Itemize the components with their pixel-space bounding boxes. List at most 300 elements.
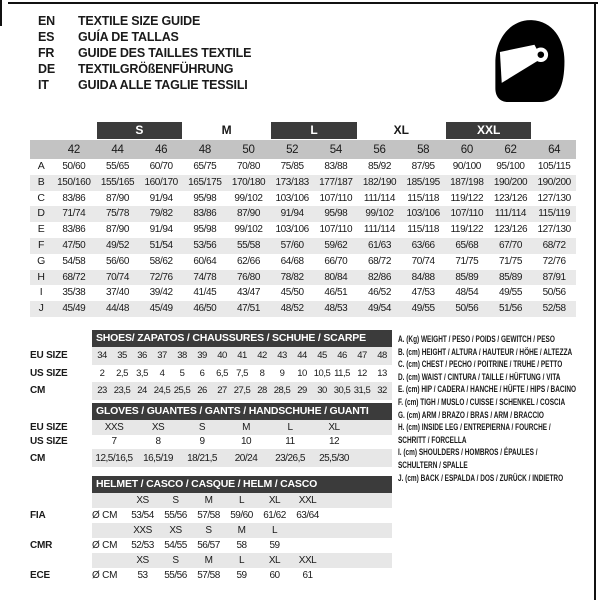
size-value: M	[242, 421, 250, 433]
size-value: 37	[157, 350, 167, 362]
language-row	[38, 61, 251, 77]
measurement-value: 127/130	[537, 192, 571, 204]
language-code: FR	[38, 46, 55, 60]
size-group-label: M	[221, 123, 232, 137]
helmet-size-value: 56/57	[197, 540, 220, 551]
language-title: TEXTILGRÖßENFÜHRUNG	[78, 62, 234, 76]
legend-line: E. (cm) HIP / CADERA / HANCHE / HÜFTE / HIPS / BACINO	[398, 384, 577, 396]
size-value: 8	[259, 367, 265, 379]
measurement-value: 37/40	[105, 287, 129, 299]
helmet-size-value: 53	[137, 570, 148, 581]
helmet-size-label: M	[237, 525, 246, 536]
subtable-title: HELMET / CASCO / CASQUE / HELM / CASCO	[92, 476, 392, 493]
measurement-row	[30, 254, 576, 270]
helmet-sizes-row	[30, 493, 392, 508]
border-right	[594, 2, 596, 600]
measurement-value: 83/86	[62, 192, 86, 204]
measurement-value: 99/102	[365, 208, 394, 220]
measurement-value: 75/78	[105, 208, 129, 220]
measurement-value: 45/50	[280, 287, 304, 299]
measurement-value: 87/90	[236, 208, 260, 220]
measurement-value: 123/126	[493, 224, 528, 236]
size-value: 2,5	[116, 367, 128, 379]
measurement-value: 87/95	[411, 161, 435, 172]
size-value: 40	[217, 350, 227, 362]
helmet-values-row	[30, 538, 392, 553]
measurement-value: 71/75	[498, 255, 522, 267]
measurement-value: 70/74	[105, 271, 129, 283]
size-value: 25,5	[173, 385, 191, 397]
measurement-value: 72/76	[542, 255, 566, 267]
measurement-value: 51/54	[149, 239, 173, 251]
language-code: ES	[38, 30, 55, 44]
row-cells	[92, 449, 392, 467]
measurement-value: 39/42	[149, 287, 173, 299]
legend-line: F. (cm) TIGH / MUSLO / CUISSE / SCHENKEL / COSCIA	[398, 396, 566, 408]
size-value: 12	[357, 367, 367, 379]
size-value: 27,5	[233, 385, 251, 397]
row-cells	[92, 523, 392, 538]
measurement-value: 85/89	[498, 271, 522, 283]
measurement-value: 119/122	[450, 192, 484, 204]
row-cells	[92, 493, 392, 508]
legend-item	[398, 384, 595, 397]
measurement-value: 48/54	[455, 287, 479, 299]
measurement-value: 85/92	[367, 161, 391, 172]
measurement-value: 123/126	[493, 192, 528, 204]
helmet-size-label: XL	[268, 495, 281, 506]
size-value: 28,5	[273, 385, 291, 397]
measurement-value: 190/200	[537, 176, 571, 188]
size-value: 23,5	[113, 385, 131, 397]
size-value: 45	[317, 350, 327, 362]
numeric-size-label: 60	[460, 143, 473, 156]
measurement-value: 78/82	[280, 271, 304, 283]
measurement-row	[30, 301, 576, 317]
measurement-value: 91/94	[149, 192, 173, 204]
size-value: 47	[357, 350, 367, 362]
legend-line: J. (cm) BACK / ESPALDA / DOS / ZURÜCK / INDIETRO	[398, 472, 564, 484]
measurement-value: 70/80	[236, 161, 260, 172]
subtable-row	[30, 347, 392, 365]
size-value: 39	[197, 350, 207, 362]
measurement-value: 87/90	[105, 224, 129, 236]
measurement-value: 72/76	[149, 271, 173, 283]
helmet-size-value: 61/62	[263, 510, 286, 521]
numeric-size-label: 50	[242, 143, 255, 156]
size-value: 32	[377, 385, 387, 397]
size-value: 41	[237, 350, 247, 362]
measurement-value: 68/72	[542, 239, 566, 251]
helmet-size-label: XS	[136, 555, 149, 566]
size-value: 34	[97, 350, 107, 362]
measurement-value: 52/58	[542, 303, 566, 315]
row-label: US SIZE	[30, 436, 68, 448]
size-value: 18/21,5	[187, 452, 217, 464]
measurement-value: 85/89	[455, 271, 479, 283]
size-value: 29	[297, 385, 307, 397]
legend-line: SCHULTERN / SPALLE	[398, 459, 468, 471]
helmet-size-value: 55/56	[164, 510, 187, 521]
helmet-size-label: M	[204, 495, 213, 506]
measurement-letter: D	[37, 207, 45, 220]
language-row	[38, 45, 251, 61]
language-list	[38, 13, 251, 93]
size-value: L	[287, 421, 293, 433]
measurement-value: 75/85	[280, 161, 304, 172]
measurement-row	[30, 175, 576, 191]
size-value: 23/26,5	[275, 452, 305, 464]
measurement-value: 87/90	[105, 192, 129, 204]
border-left-tick	[0, 0, 2, 26]
helmet-sizes-row	[30, 523, 392, 538]
racing-helmet-icon	[489, 17, 569, 107]
size-value: 3,5	[136, 367, 148, 379]
measurement-value: 48/52	[280, 303, 304, 315]
helmet-size-label: M	[204, 555, 213, 566]
measurement-value: 45/49	[62, 303, 86, 315]
size-value: 12,5/16,5	[95, 452, 133, 464]
measurement-value: 103/106	[406, 208, 440, 220]
helmet-size-label: S	[172, 495, 179, 506]
row-cells	[92, 435, 392, 450]
size-group-label: XXL	[446, 122, 531, 139]
measurement-value: 90/100	[452, 161, 481, 172]
subtable-row	[30, 382, 392, 400]
helmet-size-value: 59	[236, 570, 247, 581]
measurement-letter: H	[37, 270, 45, 283]
measurement-row	[30, 270, 576, 286]
legend-line: I. (cm) SHOULDERS / HOMBROS / ÉPAULES /	[398, 447, 538, 459]
size-value: 11,5	[334, 367, 350, 379]
measurement-value: 160/170	[144, 176, 178, 188]
measurement-value: 105/115	[537, 161, 571, 172]
measurement-value: 59/62	[324, 239, 348, 251]
row-cells	[92, 420, 392, 435]
measurement-letter: E	[37, 223, 45, 236]
size-value: 11	[285, 436, 295, 448]
size-group-label: XL	[393, 123, 409, 137]
measurement-letter: J	[38, 302, 44, 315]
measurement-value: 57/60	[280, 239, 304, 251]
measurement-value: 150/160	[57, 176, 91, 188]
row-cells	[92, 382, 392, 400]
measurement-value: 44/48	[105, 303, 129, 315]
standard-label: ECE	[30, 570, 50, 581]
measurement-value: 83/86	[193, 208, 217, 220]
legend-line: A. (Kg) WEIGHT / PESO / POIDS / GEWITCH / PESO	[398, 334, 555, 345]
measurement-value: 79/82	[149, 208, 173, 220]
measurement-value: 91/94	[149, 224, 173, 236]
measurement-row	[30, 222, 576, 238]
helmet-size-value: 52/53	[131, 540, 154, 551]
measurement-value: 165/175	[188, 176, 222, 188]
measurement-value: 170/180	[231, 176, 266, 188]
measurement-value: 49/55	[498, 287, 522, 299]
row-label-empty	[30, 553, 92, 568]
measurement-row	[30, 238, 576, 254]
measurement-value: 46/52	[367, 287, 391, 299]
row-cells	[92, 347, 392, 365]
measurement-value: 115/119	[538, 208, 571, 220]
row-cells	[92, 553, 392, 568]
legend-item	[398, 347, 595, 360]
measurement-legend	[398, 334, 595, 485]
measurement-value: 55/58	[236, 239, 260, 251]
size-value: 35	[117, 350, 127, 362]
size-value: 12	[328, 436, 340, 448]
measurement-value: 111/114	[494, 208, 527, 220]
size-value: 9	[279, 367, 285, 379]
legend-item	[398, 422, 595, 447]
size-value: 44	[297, 350, 307, 362]
numeric-size-label: 52	[286, 143, 299, 156]
language-code: DE	[38, 62, 55, 76]
size-value: XXS	[104, 421, 124, 433]
helmet-values-row	[30, 568, 392, 583]
size-value: 46	[337, 350, 347, 362]
size-value: 20/24	[234, 452, 258, 464]
size-value: 2	[99, 367, 105, 379]
border-top	[8, 2, 598, 4]
helmet-size-label: L	[238, 555, 245, 566]
size-value: 10	[297, 367, 307, 379]
measurement-value: 103/106	[275, 224, 309, 236]
helmet-size-value: 61	[302, 570, 313, 581]
size-value: 26	[197, 385, 207, 397]
measurement-value: 95/98	[324, 208, 348, 220]
numeric-size-label: 54	[329, 143, 342, 156]
measurement-value: 43/47	[236, 287, 260, 299]
size-value: 27	[217, 385, 227, 397]
measurement-value: 155/165	[100, 176, 135, 188]
standard-label: FIA	[30, 510, 46, 521]
measurement-value: 45/49	[149, 303, 173, 315]
row-label: US SIZE	[30, 367, 68, 379]
measurement-value: 80/84	[324, 271, 348, 283]
measurement-value: 182/190	[362, 176, 397, 188]
size-value: 30,5	[333, 385, 351, 397]
measurement-value: 46/51	[324, 287, 348, 299]
measurement-value: 49/52	[105, 239, 129, 251]
language-title: GUIDA ALLE TAGLIE TESSILI	[78, 78, 248, 92]
measurement-value: 103/106	[275, 192, 309, 204]
helmet-size-value: 59/60	[230, 510, 253, 521]
helmet-sizes-row	[30, 553, 392, 568]
language-code: IT	[38, 78, 49, 92]
measurement-value: 50/60	[62, 161, 86, 172]
row-cells	[92, 538, 392, 553]
size-value: 48	[377, 350, 387, 362]
numeric-size-label: 44	[111, 143, 124, 156]
size-group-label: S	[97, 122, 182, 139]
measurement-value: 49/55	[411, 303, 435, 315]
unit-label: Ø CM	[92, 570, 118, 581]
measurement-value: 47/53	[411, 287, 435, 299]
size-group-label: L	[271, 122, 356, 139]
measurement-value: 84/88	[411, 271, 435, 283]
language-title: GUIDE DES TAILLES TEXTILE	[78, 46, 252, 60]
language-row	[38, 13, 251, 29]
measurement-value: 107/110	[319, 192, 353, 204]
measurement-letter: G	[37, 254, 45, 267]
textile-size-table	[30, 121, 576, 317]
helmet-size-label: XXL	[298, 555, 317, 566]
measurement-letter: C	[37, 191, 45, 204]
measurement-value: 82/86	[367, 271, 391, 283]
measurement-letter: F	[37, 238, 44, 251]
helmet-size-value: 57/58	[197, 570, 220, 581]
measurement-value: 95/100	[496, 161, 525, 172]
standard-label: CMR	[30, 540, 53, 551]
size-value: 16,5/19	[143, 452, 173, 464]
measurement-value: 70/74	[411, 255, 435, 267]
size-value: 9	[199, 436, 205, 448]
measurement-value: 53/56	[193, 239, 217, 251]
measurement-value: 51/56	[498, 303, 522, 315]
measurement-value: 83/86	[62, 224, 86, 236]
row-label: EU SIZE	[30, 421, 68, 433]
measurement-value: 67/70	[498, 239, 522, 251]
size-value: 23	[97, 385, 107, 397]
measurement-row	[30, 206, 576, 222]
measurement-value: 115/118	[407, 192, 440, 204]
size-value: 38	[177, 350, 187, 362]
measurement-value: 62/66	[236, 255, 260, 267]
size-value: 8	[155, 436, 161, 448]
measurement-value: 65/75	[193, 161, 217, 172]
measurement-value: 60/64	[193, 255, 217, 267]
helmet-size-value: 59	[269, 540, 280, 551]
measurement-value: 68/72	[62, 271, 86, 283]
measurement-value: 127/130	[537, 224, 571, 236]
legend-line: G. (cm) ARM / BRAZO / BRAS / ARM / BRACCIO	[398, 409, 544, 421]
measurement-value: 47/51	[236, 303, 260, 315]
gloves-size-table	[30, 403, 392, 467]
measurement-value: 107/110	[450, 208, 484, 220]
helmet-size-label: XS	[169, 525, 182, 536]
measurement-value: 46/50	[193, 303, 217, 315]
measurement-value: 50/56	[455, 303, 479, 315]
helmet-size-label: L	[271, 525, 278, 536]
measurement-value: 95/98	[193, 224, 217, 236]
numeric-size-label: 42	[67, 143, 80, 156]
numeric-size-label: 56	[373, 143, 386, 156]
size-value: 4	[159, 367, 165, 379]
numeric-size-row	[30, 140, 576, 159]
numeric-size-label: 62	[504, 143, 517, 156]
measurement-value: 111/114	[363, 192, 396, 204]
size-value: XL	[328, 421, 340, 433]
helmet-size-value: 55/56	[164, 570, 187, 581]
helmet-size-table	[30, 476, 392, 583]
helmet-size-label: S	[205, 525, 212, 536]
measurement-value: 54/58	[62, 255, 86, 267]
size-value: 7	[111, 436, 117, 448]
measurement-value: 107/110	[319, 224, 353, 236]
helmet-size-value: 54/55	[164, 540, 187, 551]
subtable-title: GLOVES / GUANTES / GANTS / HANDSCHUHE / GUANTI	[92, 403, 392, 420]
row-label: CM	[30, 385, 46, 397]
numeric-size-label: 64	[548, 143, 561, 156]
measurement-value: 99/102	[234, 192, 263, 204]
measurement-value: 83/88	[324, 161, 348, 172]
helmet-size-label: L	[238, 495, 245, 506]
row-cells	[92, 568, 392, 583]
measurement-value: 58/62	[149, 255, 173, 267]
size-value: 6,5	[216, 367, 228, 379]
measurement-value: 173/183	[275, 176, 309, 188]
helmet-size-label: XS	[136, 495, 149, 506]
measurement-value: 50/56	[542, 287, 566, 299]
row-cells	[92, 365, 392, 383]
measurement-value: 68/72	[367, 255, 391, 267]
measurement-value: 66/70	[324, 255, 348, 267]
row-label: EU SIZE	[30, 350, 68, 362]
size-value: S	[198, 421, 206, 433]
legend-line: H. (cm) INSIDE LEG / ENTREPIERNA / FOURCHE /	[398, 422, 551, 434]
size-value: 24	[137, 385, 147, 397]
measurement-value: 41/45	[193, 287, 217, 299]
measurement-value: 71/74	[62, 208, 86, 220]
size-value: XS	[151, 421, 165, 433]
legend-item	[398, 334, 595, 347]
helmet-size-label: S	[172, 555, 179, 566]
legend-item	[398, 397, 595, 410]
subtable-row	[30, 449, 392, 467]
measurement-value: 60/70	[149, 161, 173, 172]
row-label: CM	[30, 452, 46, 464]
language-title: GUÍA DE TALLAS	[78, 30, 179, 44]
helmet-size-value: 63/64	[296, 510, 319, 521]
size-value: 28	[257, 385, 267, 397]
measurement-value: 35/38	[62, 287, 86, 299]
measurement-value: 74/78	[193, 271, 217, 283]
measurement-value: 190/200	[493, 176, 528, 188]
measurement-value: 119/122	[450, 224, 484, 236]
legend-item	[398, 372, 595, 385]
subtable-row	[30, 365, 392, 383]
helmet-size-value: 60	[269, 570, 280, 581]
size-value: 5	[179, 367, 185, 379]
subtable-row	[30, 420, 392, 435]
subtable-row	[30, 435, 392, 450]
helmet-size-value: 53/54	[131, 510, 154, 521]
legend-item	[398, 473, 595, 486]
measurement-row	[30, 285, 576, 301]
measurement-value: 71/75	[455, 255, 479, 267]
measurement-value: 55/65	[105, 161, 129, 172]
helmet-size-value: 57/58	[197, 510, 220, 521]
measurement-value: 95/98	[193, 192, 217, 204]
measurement-letter: I	[39, 286, 43, 299]
measurement-letter: A	[37, 160, 45, 172]
helmet-size-label: XXS	[133, 525, 152, 536]
subtable-title: SHOES/ ZAPATOS / CHAUSSURES / SCHUHE / SCARPE	[92, 330, 392, 347]
measurement-value: 187/198	[450, 176, 484, 188]
language-row	[38, 77, 251, 93]
measurement-value: 76/80	[236, 271, 260, 283]
size-value: 25,5/30	[319, 452, 349, 464]
size-value: 36	[137, 350, 147, 362]
measurement-value: 47/50	[62, 239, 86, 251]
measurement-value: 115/118	[407, 224, 440, 236]
size-value: 24,5	[153, 385, 171, 397]
size-value: 10,5	[313, 367, 331, 379]
measurement-value: 61/63	[367, 239, 391, 251]
legend-item	[398, 410, 595, 423]
measurement-value: 91/94	[280, 208, 304, 220]
